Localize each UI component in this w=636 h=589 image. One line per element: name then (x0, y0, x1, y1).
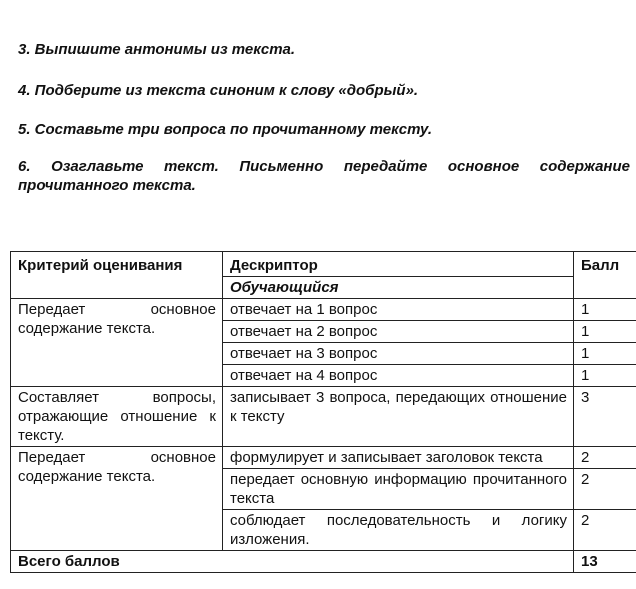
task-5: 5. Составьте три вопроса по прочитанному тексту. (18, 121, 432, 138)
criterion-cell: Передает основное содержание текста. (11, 447, 223, 551)
score-cell: 2 (574, 469, 636, 510)
descriptor-cell: отвечает на 4 вопрос (223, 365, 574, 387)
descriptor-cell: передает основную информацию прочитанного текста (223, 469, 574, 510)
score-cell: 1 (574, 343, 636, 365)
table-row (11, 387, 636, 447)
task-3: 3. Выпишите антонимы из текста. (18, 41, 296, 58)
score-cell: 2 (574, 510, 636, 551)
criterion-cell: Передает основное содержание текста. (11, 299, 223, 387)
descriptor-cell: соблюдает последовательность и логику изложения. (223, 510, 574, 551)
criterion-cell: Составляет вопросы, отражающие отношение к тексту. (11, 387, 223, 447)
table-row (11, 299, 636, 321)
header-score: Балл (574, 252, 636, 299)
score-cell: 1 (574, 365, 636, 387)
header-descriptor: Дескриптор (223, 252, 574, 277)
table-header-row (11, 252, 636, 277)
table-row (11, 447, 636, 469)
task-4: 4. Подберите из текста синоним к слову «добрый». (18, 82, 419, 99)
total-row (11, 551, 636, 573)
descriptor-cell: отвечает на 3 вопрос (223, 343, 574, 365)
task-6-line-2: прочитанного текста. (18, 177, 196, 194)
task-6-line-1: 6. Озаглавьте текст. Письменно передайте основное содержание (18, 158, 630, 175)
descriptor-cell: формулирует и записывает заголовок текста (223, 447, 574, 469)
total-label: Всего баллов (11, 551, 574, 573)
assessment-table (10, 251, 636, 573)
descriptor-cell: отвечает на 2 вопрос (223, 321, 574, 343)
total-score: 13 (574, 551, 636, 573)
score-cell: 1 (574, 299, 636, 321)
descriptor-cell: отвечает на 1 вопрос (223, 299, 574, 321)
score-cell: 1 (574, 321, 636, 343)
subheader-student: Обучающийся (223, 277, 574, 299)
score-cell: 3 (574, 387, 636, 447)
descriptor-cell: записывает 3 вопроса, передающих отношение к тексту (223, 387, 574, 447)
header-criterion: Критерий оценивания (11, 252, 223, 299)
score-cell: 2 (574, 447, 636, 469)
